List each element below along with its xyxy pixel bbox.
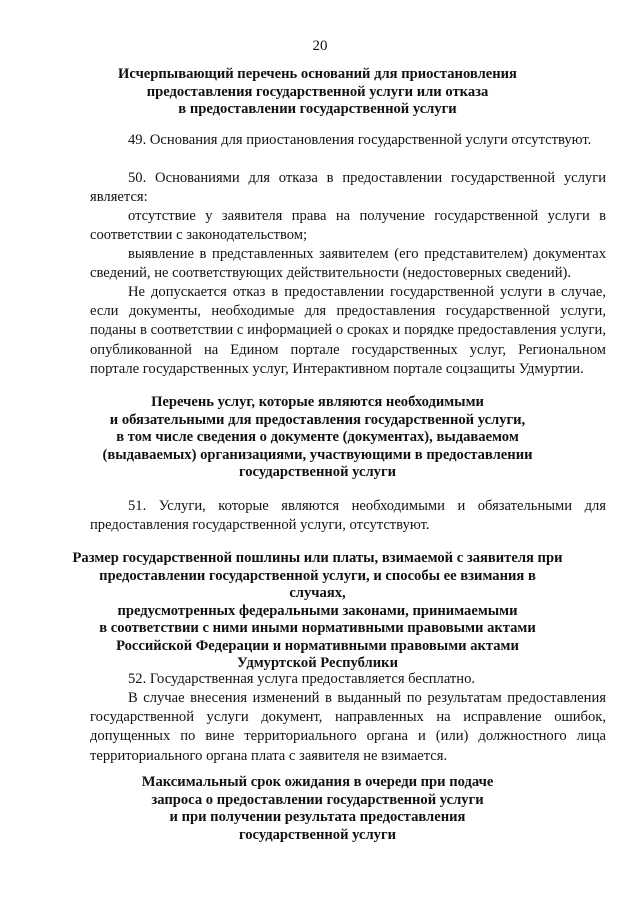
paragraph-49: 49. Основания для приостановления государственной услуги отсутствуют.: [128, 132, 592, 148]
section-heading-suspension: [80, 66, 555, 119]
paragraph-fee-corrections: В случае внесения изменений в выданный по результатам предоставления государственной услуги документ, направленных на исправление ошибок, допущенных по вине территориального органа и (или) должностного лица территориального органа плата с заявителя не взимается.: [90, 690, 606, 764]
paragraph-refusal-ground-2: выявление в представленных заявителем (его представителем) документах сведений, не соответствующих действительности (недостоверных сведений).: [90, 246, 606, 282]
heading-line: Исчерпывающий перечень оснований для приостановления: [118, 66, 517, 82]
heading-line: Перечень услуг, которые являются необходимыми: [151, 394, 484, 410]
heading-line: государственной услуги: [238, 464, 397, 480]
paragraph-51: 51. Услуги, которые являются необходимыми и обязательными для предоставления государственной услуги, отсутствуют.: [90, 498, 606, 534]
heading-line: запроса о предоставлении государственной услуги: [151, 791, 484, 808]
heading-line: в соответствии с ними иными нормативными правовыми актами: [99, 620, 536, 636]
heading-line: государственной услуги: [238, 826, 397, 843]
paragraph-50: 50. Основаниями для отказа в предоставлении государственной услуги является:: [90, 170, 606, 206]
heading-line: предусмотренных федеральными законами, принимаемыми: [117, 602, 518, 619]
heading-line: Российской Федерации и нормативными правовыми актами: [116, 637, 519, 654]
heading-line: и обязательными для предоставления государственной услуги,: [109, 411, 526, 428]
heading-line: предоставления государственной услуги или отказа: [146, 83, 489, 100]
heading-line: Размер государственной пошлины или платы, взимаемой с заявителя при: [72, 550, 563, 566]
page-number: 20: [312, 38, 328, 54]
paragraph-refusal-ground-1: отсутствие у заявителя права на получение государственной услуги в соответствии с законодательством;: [90, 208, 606, 244]
heading-line: в том числе сведения о документе (документах), выдаваемом: [116, 429, 519, 445]
section-heading-fee: [70, 550, 565, 673]
paragraph-refusal-not-allowed: Не допускается отказ в предоставлении государственной услуги в случае, если документы, необходимые для предоставления государственной услуги, поданы в соответствии с информацией о сроках и порядке предоставления услуги, опубликованной на Едином портале государственных услуг, Региональном портале государственных услуг, Интерактивном портале соцзащиты Удмуртии.: [90, 284, 606, 377]
heading-line: и при получении результата предоставления: [169, 809, 466, 825]
heading-line: в предоставлении государственной услуги: [178, 101, 457, 117]
heading-line: Удмуртской Республики: [237, 655, 398, 671]
section-heading-required-services: [80, 394, 555, 482]
section-heading-queue-time: [80, 774, 555, 844]
heading-line: (выдаваемых) организациями, участвующими в предоставлении: [102, 446, 533, 463]
heading-line: Максимальный срок ожидания в очереди при подаче: [141, 774, 494, 790]
paragraph-52: 52. Государственная услуга предоставляется бесплатно.: [128, 671, 476, 687]
heading-line: предоставлении государственной услуги, и способы ее взимания в случаях,: [99, 567, 536, 601]
